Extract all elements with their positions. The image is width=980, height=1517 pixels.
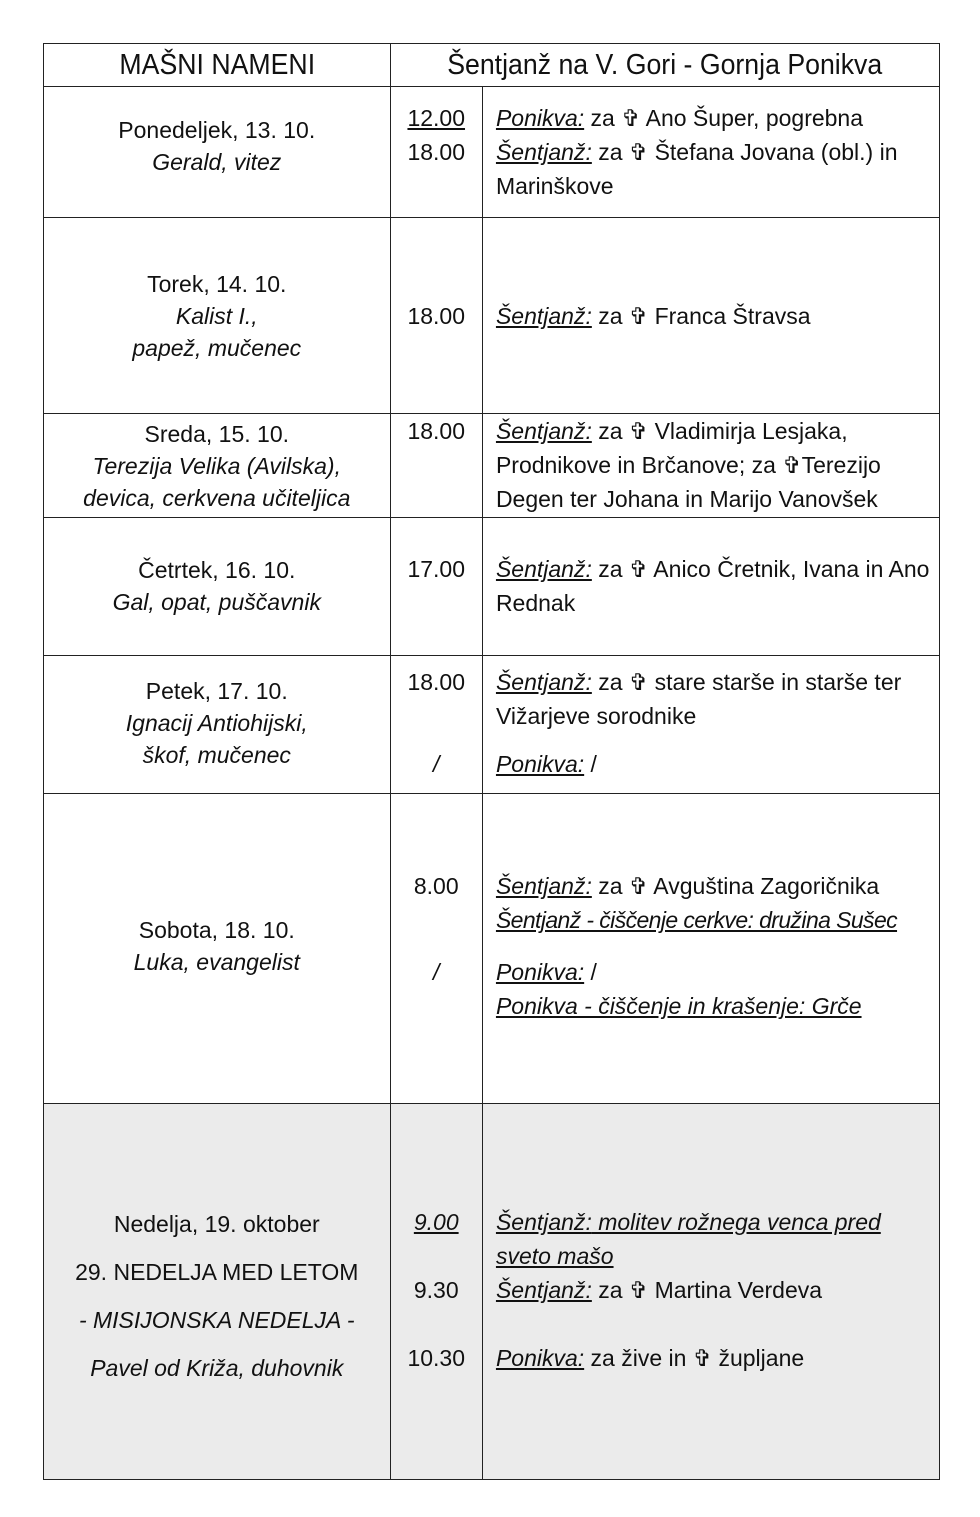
day-name: Sobota, 18. 10. bbox=[138, 917, 295, 943]
day-cell bbox=[44, 794, 391, 1104]
mass-intentions-table bbox=[43, 43, 940, 1480]
day-name: Sreda, 15. 10. bbox=[144, 421, 290, 447]
place-label: Šentjanž: bbox=[495, 669, 592, 695]
saint-name: škof, mučenec bbox=[142, 742, 291, 768]
place-label: Šentjanž: bbox=[495, 1277, 592, 1303]
time-cell bbox=[390, 87, 482, 218]
place-label: Šentjanž: bbox=[495, 1209, 592, 1235]
intention-entry bbox=[496, 1341, 935, 1375]
day-cell bbox=[44, 218, 391, 414]
intention-cell bbox=[482, 414, 939, 518]
time-value: 12.00 bbox=[407, 105, 466, 131]
intention-text: za ✞ Avguština Zagoričnika bbox=[591, 873, 880, 899]
time-cell bbox=[390, 656, 482, 794]
time-value: 18.00 bbox=[407, 139, 466, 165]
time-cell bbox=[390, 218, 482, 414]
intention-entry bbox=[496, 101, 935, 135]
intention-text: / bbox=[584, 751, 597, 777]
intention-entry bbox=[496, 414, 935, 516]
day-cell bbox=[44, 518, 391, 656]
header-title: MAŠNI NAMENI bbox=[57, 44, 376, 87]
intention-text: za ✞ Štefana Jovana (obl.) in Marinškove bbox=[495, 139, 898, 199]
day-name: Torek, 14. 10. bbox=[147, 271, 287, 297]
table-row bbox=[44, 414, 940, 518]
intention-entry bbox=[496, 869, 935, 903]
intention-text: molitev rožnega venca pred sveto mašo bbox=[495, 1209, 881, 1269]
intention-text: / bbox=[584, 959, 597, 985]
time-cell bbox=[390, 794, 482, 1104]
sunday-title: 29. NEDELJA MED LETOM bbox=[75, 1259, 359, 1285]
place-label: Šentjanž: bbox=[495, 418, 592, 444]
saint-name: Kalist I., bbox=[175, 303, 258, 329]
table-row bbox=[44, 518, 940, 656]
table-row bbox=[44, 87, 940, 218]
place-label: Šentjanž: bbox=[495, 556, 592, 582]
intention-entry bbox=[496, 299, 935, 333]
mission-sunday-label: - MISIJONSKA NEDELJA - bbox=[78, 1307, 355, 1333]
time-value: 9.00 bbox=[413, 1209, 459, 1235]
saint-name: Gerald, vitez bbox=[152, 149, 282, 175]
place-label: Ponikva: bbox=[495, 959, 585, 985]
table-row-sunday bbox=[44, 1104, 940, 1480]
place-label: Ponikva: bbox=[495, 751, 585, 777]
day-name: Nedelja, 19. oktober bbox=[113, 1211, 320, 1237]
cleaning-note: Ponikva - čiščenje in krašenje: Grče bbox=[495, 993, 862, 1019]
saint-name: Pavel od Križa, duhovnik bbox=[90, 1355, 344, 1381]
header-parish: Šentjanž na V. Gori - Gornja Ponikva bbox=[412, 44, 918, 87]
place-label: Ponikva: bbox=[495, 105, 585, 131]
intention-entry bbox=[496, 1205, 935, 1273]
time-value: 17.00 bbox=[407, 556, 466, 582]
intention-cell bbox=[482, 1104, 939, 1480]
day-cell bbox=[44, 414, 391, 518]
time-cell bbox=[390, 1104, 482, 1480]
intention-cell bbox=[482, 518, 939, 656]
intention-text: za ✞ Anico Čretnik, Ivana in Ano Rednak bbox=[495, 556, 930, 616]
place-label: Šentjanž: bbox=[495, 139, 592, 165]
intention-text: za žive in ✞ župljane bbox=[584, 1345, 805, 1371]
time-cell bbox=[390, 518, 482, 656]
day-name: Četrtek, 16. 10. bbox=[138, 557, 296, 583]
time-value: 18.00 bbox=[407, 669, 466, 695]
saint-name: devica, cerkvena učiteljica bbox=[83, 485, 351, 511]
cleaning-note: Šentjanž - čiščenje cerkve: družina Sušec bbox=[495, 907, 898, 933]
intention-entry bbox=[496, 1273, 935, 1307]
place-label: Ponikva: bbox=[495, 1345, 585, 1371]
place-label: Šentjanž: bbox=[495, 303, 592, 329]
intention-cell bbox=[482, 218, 939, 414]
time-value: / bbox=[433, 959, 440, 985]
intention-entry bbox=[496, 665, 935, 733]
intention-entry bbox=[496, 955, 935, 989]
intention-cell bbox=[482, 794, 939, 1104]
saint-name: Ignacij Antiohijski, bbox=[125, 710, 308, 736]
intention-text: za ✞ Franca Štravsa bbox=[591, 303, 811, 329]
intention-cell bbox=[482, 656, 939, 794]
intention-text: za ✞ stare starše in starše ter Vižarjeve sorodnike bbox=[495, 669, 902, 729]
intention-cell bbox=[482, 87, 939, 218]
table-header bbox=[44, 44, 940, 87]
day-cell bbox=[44, 1104, 391, 1480]
saint-name: Terezija Velika (Avilska), bbox=[92, 453, 341, 479]
intention-text: za ✞ Ano Šuper, pogrebna bbox=[584, 105, 864, 131]
intention-entry bbox=[496, 552, 935, 620]
time-value: 8.00 bbox=[413, 873, 459, 899]
table-row bbox=[44, 656, 940, 794]
time-value: 18.00 bbox=[407, 303, 466, 329]
saint-name: Gal, opat, puščavnik bbox=[112, 589, 321, 615]
intention-text: za ✞ Martina Verdeva bbox=[591, 1277, 823, 1303]
day-name: Ponedeljek, 13. 10. bbox=[118, 117, 316, 143]
day-name: Petek, 17. 10. bbox=[145, 678, 288, 704]
table-row bbox=[44, 218, 940, 414]
day-cell bbox=[44, 656, 391, 794]
intention-entry bbox=[496, 135, 935, 203]
time-value: / bbox=[433, 751, 440, 777]
table-row bbox=[44, 794, 940, 1104]
time-cell bbox=[390, 414, 482, 518]
time-value: 9.30 bbox=[413, 1277, 459, 1303]
time-value: 18.00 bbox=[407, 418, 466, 444]
intention-text: za ✞ Vladimirja Lesjaka, Prodnikove in Brčanove; za ✞Terezijo Degen ter Johana in Marijo Vanovšek bbox=[495, 418, 881, 512]
time-value: 10.30 bbox=[407, 1345, 466, 1371]
place-label: Šentjanž: bbox=[495, 873, 592, 899]
saint-name: papež, mučenec bbox=[132, 335, 302, 361]
day-cell bbox=[44, 87, 391, 218]
intention-entry bbox=[496, 747, 935, 781]
saint-name: Luka, evangelist bbox=[133, 949, 300, 975]
